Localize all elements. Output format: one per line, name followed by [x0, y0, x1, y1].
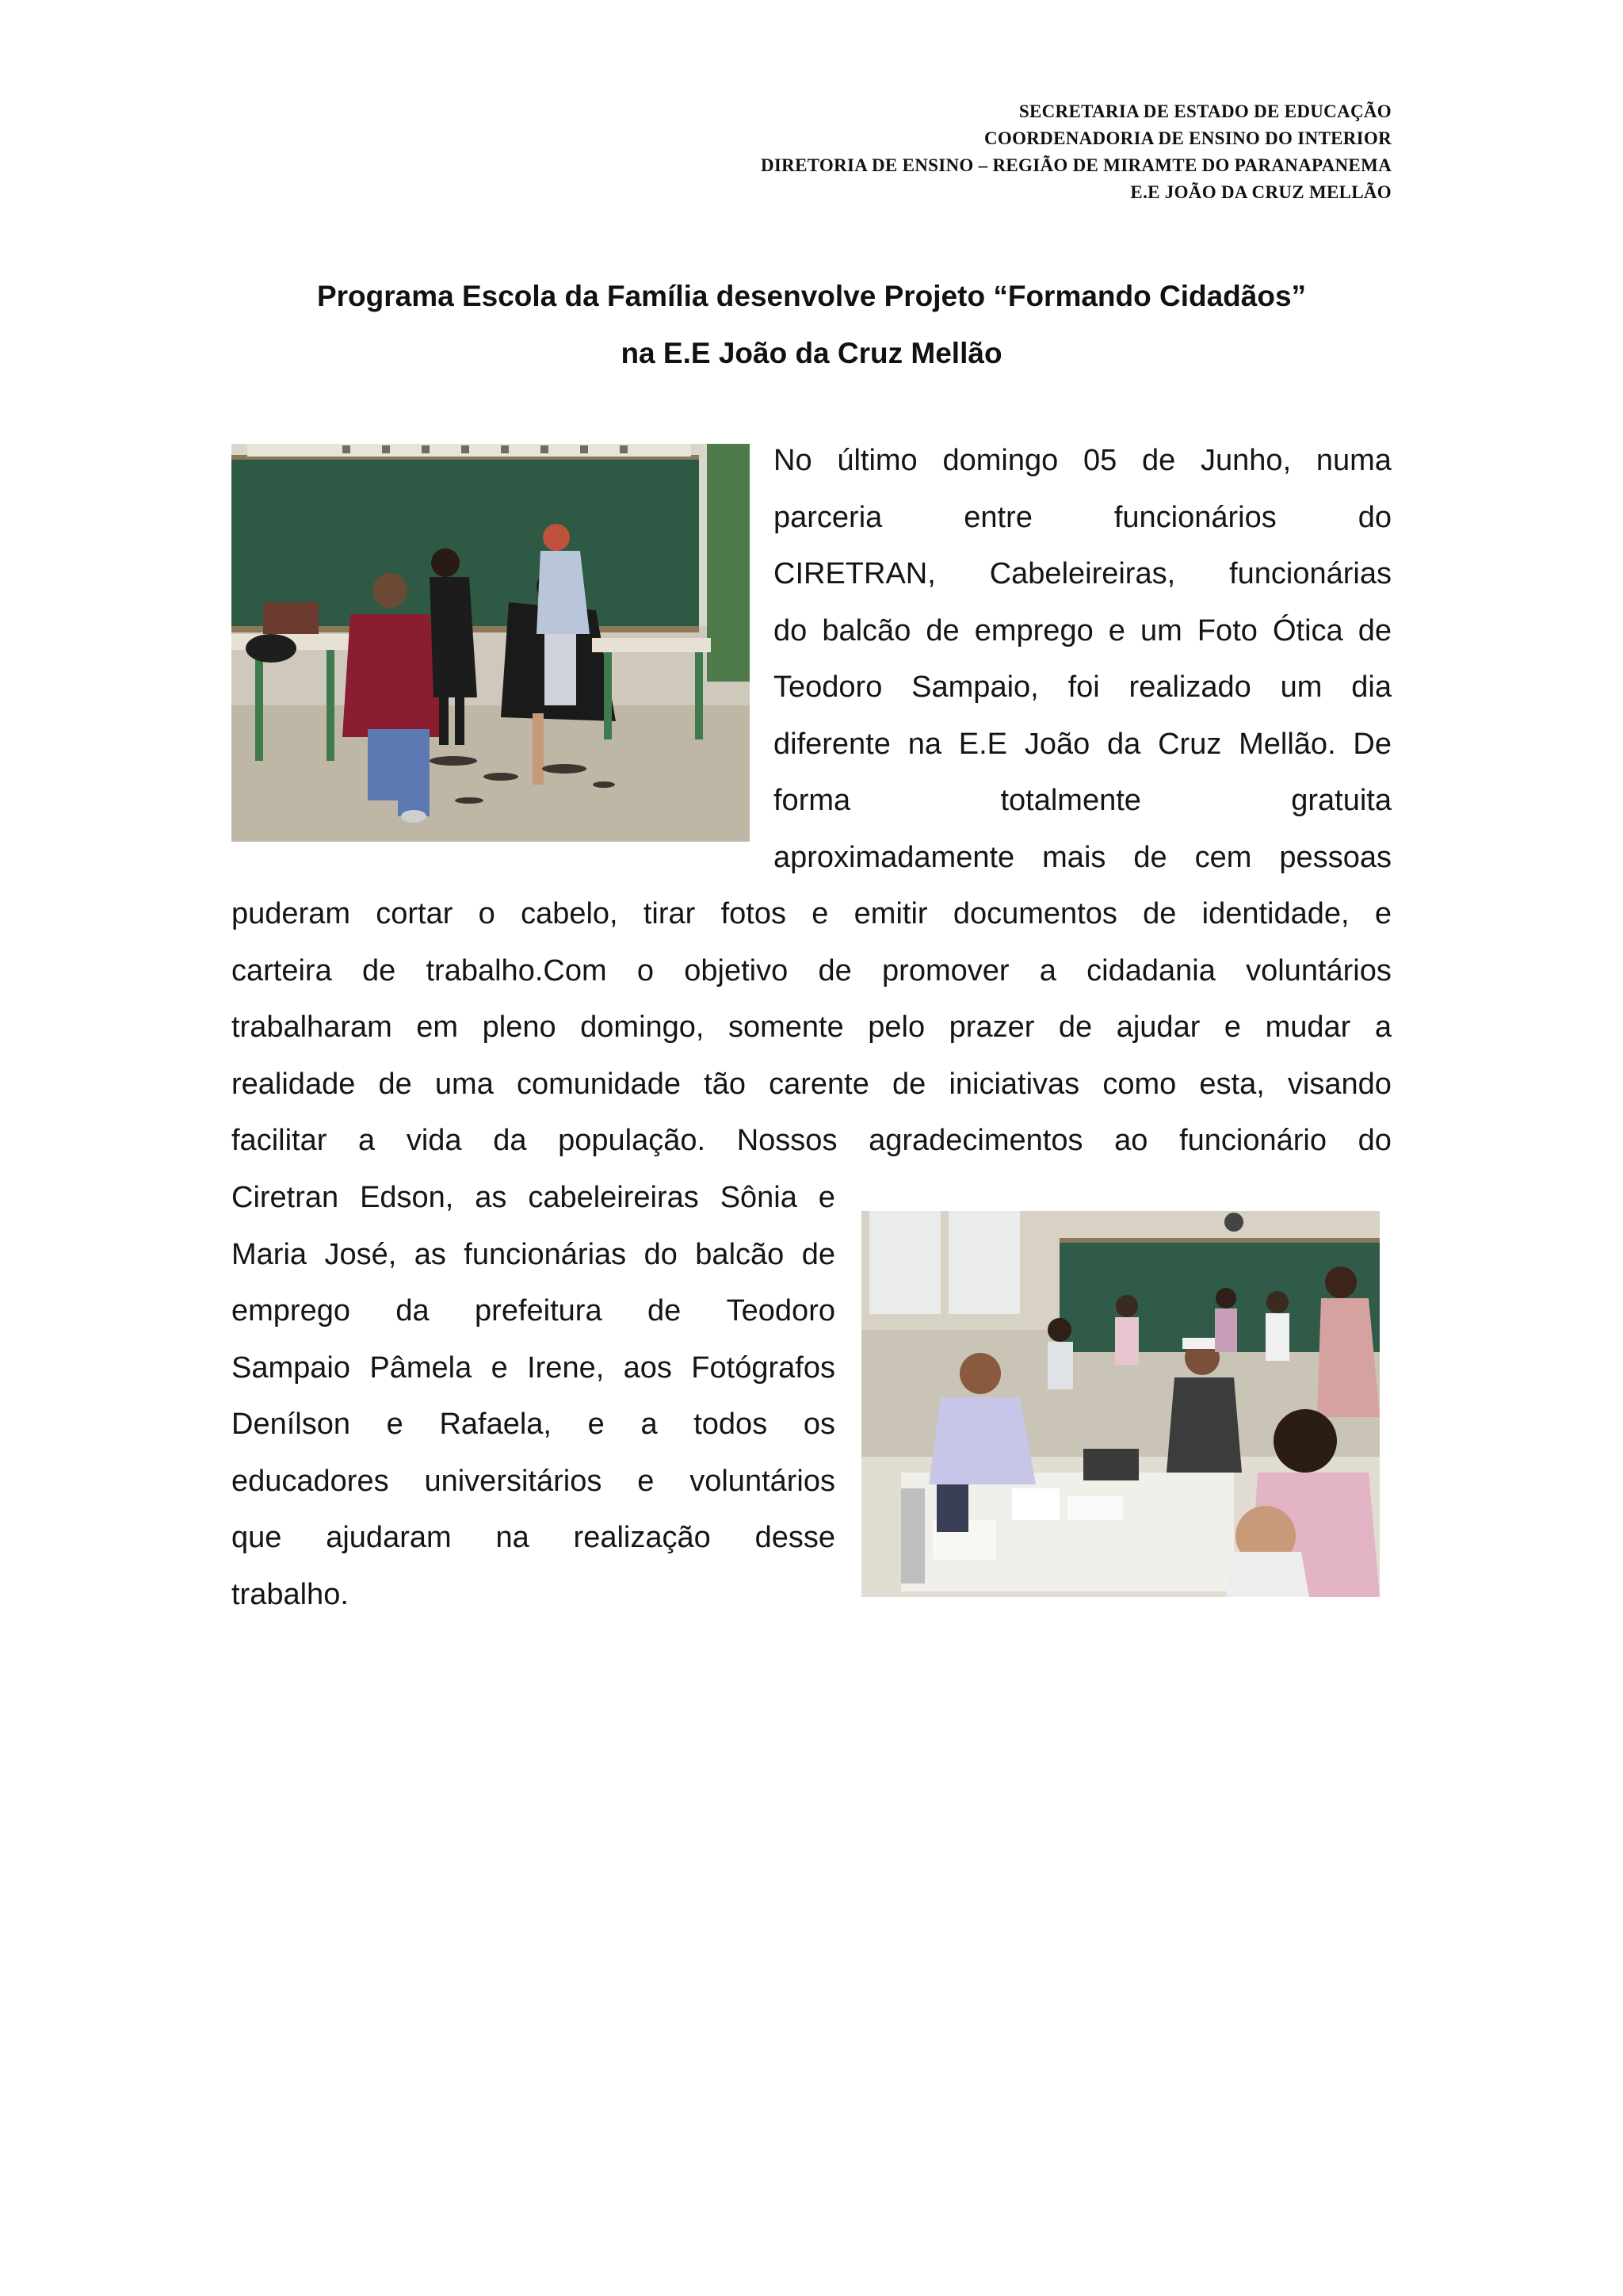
text-word: cabelo, — [521, 897, 618, 930]
text-word: e — [637, 1464, 655, 1498]
text-word: Edson, — [360, 1181, 454, 1214]
text-word: carteira — [231, 953, 332, 988]
text-word: e — [1224, 1010, 1242, 1044]
text-word: Sampaio, — [911, 670, 1039, 704]
text-word: agradecimentos — [869, 1124, 1083, 1157]
text-word: E.E — [958, 727, 1008, 761]
text-word: de — [1358, 613, 1392, 648]
text-word: cidadania — [1086, 953, 1216, 988]
text-word: funcionários — [1113, 500, 1277, 534]
text-line — [231, 999, 1392, 1056]
text-word: CIRETRAN, — [773, 557, 936, 590]
text-word: Cruz — [1158, 727, 1222, 761]
documents-service-photo — [861, 1211, 1380, 1597]
text-word: identidade, — [1201, 897, 1350, 930]
text-word: as — [475, 1181, 507, 1214]
text-word: um — [1280, 670, 1323, 704]
text-word: prazer — [949, 1010, 1035, 1044]
text-word: voluntários — [689, 1464, 835, 1498]
text-word: Sampaio — [231, 1350, 350, 1385]
text-word: e — [491, 1350, 508, 1385]
text-line — [231, 1396, 835, 1454]
text-line — [231, 1283, 835, 1340]
text-word: da — [493, 1124, 527, 1157]
text-word: de — [801, 1237, 835, 1271]
text-word: um — [1140, 613, 1182, 648]
text-word: Junho, — [1201, 444, 1292, 477]
text-line — [773, 716, 1392, 774]
text-word: esta, — [1199, 1067, 1265, 1101]
text-word: Pâmela — [369, 1350, 472, 1385]
text-word: a — [640, 1408, 658, 1441]
text-word: todos — [693, 1408, 768, 1441]
text-word: pelo — [868, 1010, 926, 1044]
text-line — [773, 433, 1392, 490]
text-word: emitir — [854, 897, 928, 930]
text-word: de — [1142, 444, 1176, 477]
text-line: trabalho. — [231, 1577, 349, 1611]
text-word: fotos — [720, 897, 786, 930]
text-word: cabeleireiras — [528, 1181, 699, 1214]
text-word: visando — [1287, 1067, 1392, 1101]
text-word: Fotógrafos — [691, 1350, 835, 1385]
text-word: o — [636, 953, 655, 988]
text-word: uma — [434, 1067, 494, 1101]
title-line-1: Programa Escola da Família desenvolve Projeto “Formando Cidadãos” — [316, 280, 1307, 312]
text-line — [773, 546, 1392, 603]
text-word: na — [495, 1521, 529, 1554]
text-word: do — [773, 613, 808, 648]
text-word: aos — [623, 1350, 672, 1385]
text-word: pessoas — [1279, 840, 1392, 874]
text-word: cortar — [376, 897, 453, 930]
text-word: foi — [1067, 670, 1100, 704]
text-word: as — [414, 1237, 446, 1271]
text-word: do — [643, 1237, 678, 1271]
paragraph-beside-photo-1 — [773, 433, 1392, 886]
text-word: de — [818, 953, 852, 988]
text-word: funcionário — [1179, 1124, 1327, 1157]
text-word: educadores — [231, 1464, 389, 1498]
text-word: trabalho.Com — [426, 953, 607, 988]
text-word: e — [1374, 897, 1392, 930]
text-word: Teodoro — [726, 1294, 835, 1328]
text-word: o — [478, 897, 495, 930]
text-line — [231, 943, 1392, 1000]
text-word: ajudaram — [326, 1521, 452, 1554]
text-word: 05 — [1083, 444, 1117, 477]
text-word: de — [361, 953, 396, 988]
text-word: totalmente — [1000, 784, 1141, 817]
header-line-secretaria: SECRETARIA DE ESTADO DE EDUCAÇÃO — [1018, 101, 1392, 121]
text-word: forma — [773, 784, 851, 817]
text-word: e — [587, 1408, 605, 1441]
text-word: último — [837, 444, 918, 477]
text-word: somente — [728, 1010, 844, 1044]
text-word: a — [1039, 953, 1056, 988]
text-word: Rafaela, — [439, 1408, 552, 1441]
paragraph-beside-photo-2 — [231, 1170, 835, 1623]
haircut-photo-illustration — [231, 444, 750, 842]
text-word: Irene, — [527, 1350, 605, 1385]
text-word: iniciativas — [949, 1067, 1080, 1101]
text-word: ajudar — [1116, 1010, 1201, 1044]
text-line — [231, 1227, 835, 1284]
text-word: José, — [324, 1237, 397, 1271]
text-word: tirar — [643, 897, 696, 930]
text-word: voluntários — [1246, 953, 1392, 988]
text-word: emprego — [974, 613, 1094, 648]
text-word: João — [1024, 727, 1090, 761]
header-line-coordenadoria: COORDENADORIA DE ENSINO DO INTERIOR — [983, 128, 1392, 148]
text-word: da — [1107, 727, 1141, 761]
text-word: Denílson — [231, 1408, 350, 1441]
text-word: Cabeleireiras, — [989, 557, 1176, 590]
text-word: No — [773, 444, 812, 477]
documents-service-photo-illustration — [861, 1211, 1380, 1597]
text-line — [231, 1340, 835, 1397]
title-line-2: na E.E João da Cruz Mellão — [621, 337, 1002, 369]
text-line — [231, 1113, 1392, 1170]
text-word: prefeitura — [475, 1294, 602, 1328]
text-word: os — [803, 1408, 835, 1441]
text-word: balcão — [822, 613, 911, 648]
text-word: Maria — [231, 1237, 307, 1271]
text-word: do — [1358, 500, 1392, 534]
text-word: desse — [754, 1521, 835, 1554]
text-line — [773, 659, 1392, 716]
text-word: objetivo — [684, 953, 789, 988]
text-word: e — [818, 1181, 835, 1214]
text-line — [773, 830, 1392, 887]
text-line — [773, 603, 1392, 660]
text-word: puderam — [231, 897, 350, 930]
text-word: a — [358, 1124, 376, 1157]
text-word: aproximadamente — [773, 840, 1015, 874]
text-word: mudar — [1265, 1010, 1351, 1044]
text-word: documentos — [953, 897, 1117, 930]
text-word: que — [231, 1521, 282, 1554]
text-word: de — [1133, 840, 1167, 874]
text-word: realização — [573, 1521, 711, 1554]
text-word: cem — [1194, 840, 1252, 874]
text-word: de — [378, 1067, 412, 1101]
text-word: Foto — [1197, 613, 1258, 648]
text-word: facilitar — [231, 1124, 327, 1157]
text-word: realizado — [1128, 670, 1251, 704]
text-word: promover — [882, 953, 1010, 988]
text-word: e — [1108, 613, 1125, 648]
text-word: de — [647, 1294, 682, 1328]
text-word: dia — [1351, 670, 1392, 704]
text-word: pleno — [482, 1010, 556, 1044]
text-word: parceria — [773, 500, 883, 534]
text-word: funcionárias — [464, 1237, 627, 1271]
text-word: mais — [1042, 840, 1106, 874]
text-word: gratuita — [1291, 784, 1392, 817]
text-word: de — [1143, 897, 1177, 930]
text-word: balcão — [695, 1237, 785, 1271]
text-word: população. — [558, 1124, 706, 1157]
text-word: Teodoro — [773, 670, 883, 704]
text-word: do — [1358, 1124, 1392, 1157]
text-word: diferente — [773, 727, 891, 761]
institution-header — [761, 98, 1392, 206]
text-word: de — [1058, 1010, 1093, 1044]
haircut-photo — [231, 444, 750, 842]
text-word: Ótica — [1272, 613, 1343, 648]
text-word: e — [386, 1408, 403, 1441]
text-word: entre — [964, 500, 1033, 534]
text-line — [231, 1170, 835, 1227]
text-word: Ciretran — [231, 1181, 339, 1214]
text-word: Nossos — [736, 1124, 838, 1157]
text-word: domingo, — [580, 1010, 705, 1044]
text-word: na — [907, 727, 941, 761]
text-line — [231, 1056, 1392, 1114]
text-word: e — [812, 897, 829, 930]
text-line — [231, 1454, 835, 1511]
header-line-escola: E.E JOÃO DA CRUZ MELLÃO — [1130, 182, 1392, 202]
header-line-diretoria: DIRETORIA DE ENSINO – REGIÃO DE MIRAMTE DO PARANAPANEMA — [761, 155, 1392, 175]
text-line — [231, 1510, 835, 1567]
text-word: carente — [769, 1067, 869, 1101]
article-title — [231, 268, 1392, 382]
text-word: De — [1353, 727, 1392, 761]
text-word: de — [926, 613, 960, 648]
text-word: comunidade — [516, 1067, 682, 1101]
paragraph-full-width — [231, 886, 1392, 1170]
text-word: como — [1102, 1067, 1177, 1101]
text-word: vida — [406, 1124, 462, 1157]
text-word: Sônia — [720, 1181, 797, 1214]
text-word: em — [416, 1010, 459, 1044]
text-word: tão — [704, 1067, 746, 1101]
text-word: funcionárias — [1229, 557, 1392, 590]
text-word: emprego — [231, 1294, 350, 1328]
text-word: trabalharam — [231, 1010, 392, 1044]
text-word: numa — [1316, 444, 1392, 477]
text-word: a — [1374, 1010, 1392, 1044]
text-word: ao — [1114, 1124, 1148, 1157]
text-line — [773, 490, 1392, 547]
text-word: da — [395, 1294, 430, 1328]
text-word: domingo — [942, 444, 1059, 477]
text-word: Mellão. — [1239, 727, 1336, 761]
text-word: de — [892, 1067, 926, 1101]
text-word: realidade — [231, 1067, 356, 1101]
text-line — [773, 773, 1392, 830]
text-word: universitários — [424, 1464, 602, 1498]
text-line — [231, 886, 1392, 943]
